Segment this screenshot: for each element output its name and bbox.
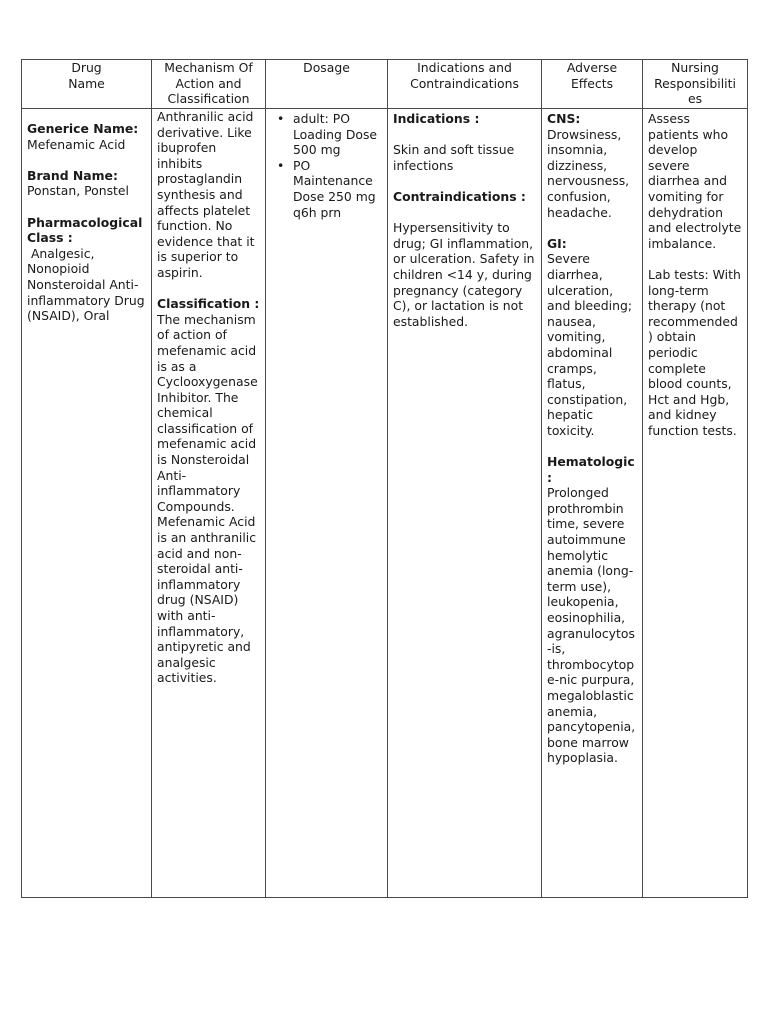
indications-text: Skin and soft tissue infections (393, 142, 515, 173)
cell-mechanism (152, 109, 266, 898)
contraindications-text: Hypersensitivity to drug; GI inflammation, or ulceration. Safety in children <14 y, during pregnancy (category C), or lactation is not established. (393, 220, 535, 329)
nursing-lab-tests: Lab tests: With long-term therapy (not recommended) obtain periodic complete blood counts, Hct and Hgb, and kidney function tests. (648, 266, 741, 438)
brand-name-label: Brand Name: (27, 167, 118, 183)
dosage-item: • PO Maintenance Dose 250 mg q6h prn (277, 157, 376, 220)
cns-label: CNS: (547, 111, 581, 126)
cell-nursing (643, 109, 748, 898)
header-dosage: Dosage (266, 60, 388, 109)
header-adverse-effects: Adverse Effects (542, 60, 643, 109)
hematologic-text: Prolonged prothrombin time, severe autoimmune hemolytic anemia (long-term use), leukopenia, eosinophilia, agranulocytos-is, thrombocytope-nic purpura, megaloblastic anemia, pancytopenia, bone marrow hypoplasia. (547, 485, 636, 766)
gi-text: Severe diarrhea, ulceration, and bleeding; nausea, vomiting, abdominal cramps, flatus, constipation, hepatic toxicity. (547, 251, 633, 438)
generic-name-value: Mefenamic Acid (27, 136, 126, 152)
cell-dosage (266, 109, 388, 898)
cns-text: Drowsiness, insomnia, dizziness, nervousness, confusion, headache. (547, 126, 630, 220)
mechanism-intro: Anthranilic acid derivative. Like ibuprofen inhibits prostaglandin synthesis and affects platelet function. No evidence that it is superior to aspirin. (157, 109, 255, 280)
header-indications: Indications and Contraindications (388, 60, 542, 109)
hematologic-label: Hematologic: (547, 454, 635, 485)
cell-indications (388, 109, 542, 898)
contraindications-label: Contraindications : (393, 188, 526, 204)
header-mechanism: Mechanism Of Action and Classification (152, 60, 266, 109)
drug-study-table (21, 59, 748, 898)
gi-label: GI: (547, 235, 567, 251)
pharmacologic-class-value: Analgesic, Nonopioid Nonsteroidal Anti-inflammatory Drug (NSAID), Oral (27, 245, 149, 324)
cell-adverse-effects (542, 109, 643, 898)
bullet-icon: • (277, 157, 285, 173)
classification-label: Classification : (157, 296, 260, 312)
dosage-list (271, 111, 385, 220)
pharmacologic-class-label: Pharmacological Class : (27, 214, 143, 246)
indications-label: Indications : (393, 111, 480, 126)
header-drug-name: Drug Name (22, 60, 152, 109)
cell-drug-name (22, 109, 152, 898)
header-row (22, 60, 748, 109)
generic-name-label: Generice Name: (27, 121, 139, 136)
dosage-item: • adult: PO Loading Dose 500 mg (277, 111, 385, 158)
bullet-icon: • (277, 111, 285, 126)
nursing-assessment: Assess patients who develop severe diarrhea and vomiting for dehydration and electrolyte imbalance. (648, 111, 742, 251)
header-nursing: Nursing Responsibiliti es (643, 60, 748, 109)
brand-name-value: Ponstan, Ponstel (27, 183, 129, 199)
classification-text: The mechanism of action of mefenamic acid is as a Cyclooxygenase Inhibitor. The chemical classification of mefenamic acid is Nonsteroidal Anti-inflammatory Compounds. Mefenamic Acid is an anthranilic acid and non-steroidal anti-inflammatory drug (NSAID) with anti-inflammatory, antipyretic and analgesic activities. (157, 311, 258, 686)
content-row (22, 109, 748, 898)
